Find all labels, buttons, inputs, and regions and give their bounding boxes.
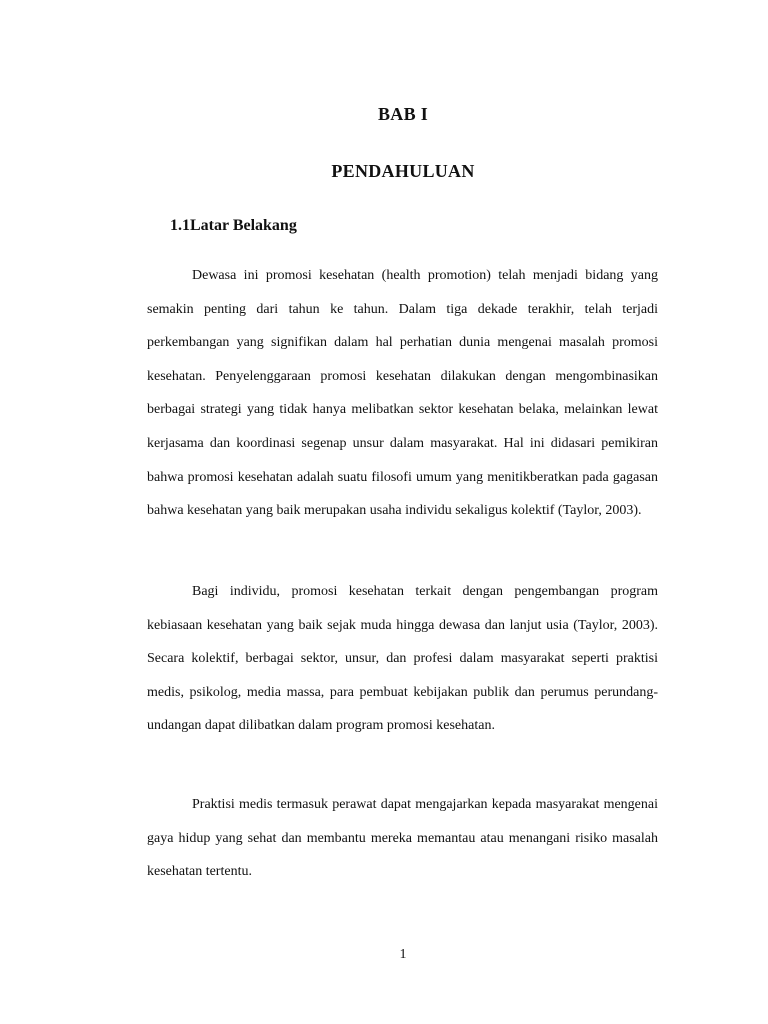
paragraph-2: Bagi individu, promosi kesehatan terkait dengan pengembangan program kebiasaan kesehatan yang baik sejak muda hingga dewasa dan lanjut usia (Taylor, 2003). Secara kolektif, berbagai sektor, unsur, dan profesi dalam masyarakat seperti praktisi medis, psikolog, media massa, para pembuat kebijakan publik dan perumus perundang-undangan dapat dilibatkan dalam program promosi kesehatan. <box>147 584 658 734</box>
paragraph-1: Dewasa ini promosi kesehatan (health promotion) telah menjadi bidang yang semakin penting dari tahun ke tahun. Dalam tiga dekade terakhir, telah terjadi perkembangan yang signifikan dalam hal perhatian dunia mengenai masalah promosi kesehatan. Penyelenggaraan promosi kesehatan dilakukan dengan mengombinasikan berbagai strategi yang tidak hanya melibatkan sektor kesehatan belaka, melainkan lewat kerjasama dan koordinasi segenap unsur dalam masyarakat. Hal ini didasari pemikiran bahwa promosi kesehatan adalah suatu filosofi umum yang menitikberatkan pada gagasan bahwa kesehatan yang baik merupakan usaha individu sekaligus kolektif (Taylor, 2003). <box>147 268 658 519</box>
paragraph-3: Praktisi medis termasuk perawat dapat mengajarkan kepada masyarakat mengenai gaya hidup yang sehat dan membantu mereka memantau atau menangani risiko masalah kesehatan tertentu. <box>147 797 658 880</box>
page-number: 1 <box>399 947 407 962</box>
chapter-number: BAB I <box>377 104 428 124</box>
chapter-title: PENDAHULUAN <box>331 161 475 181</box>
section-heading: 1.1Latar Belakang <box>170 217 297 234</box>
